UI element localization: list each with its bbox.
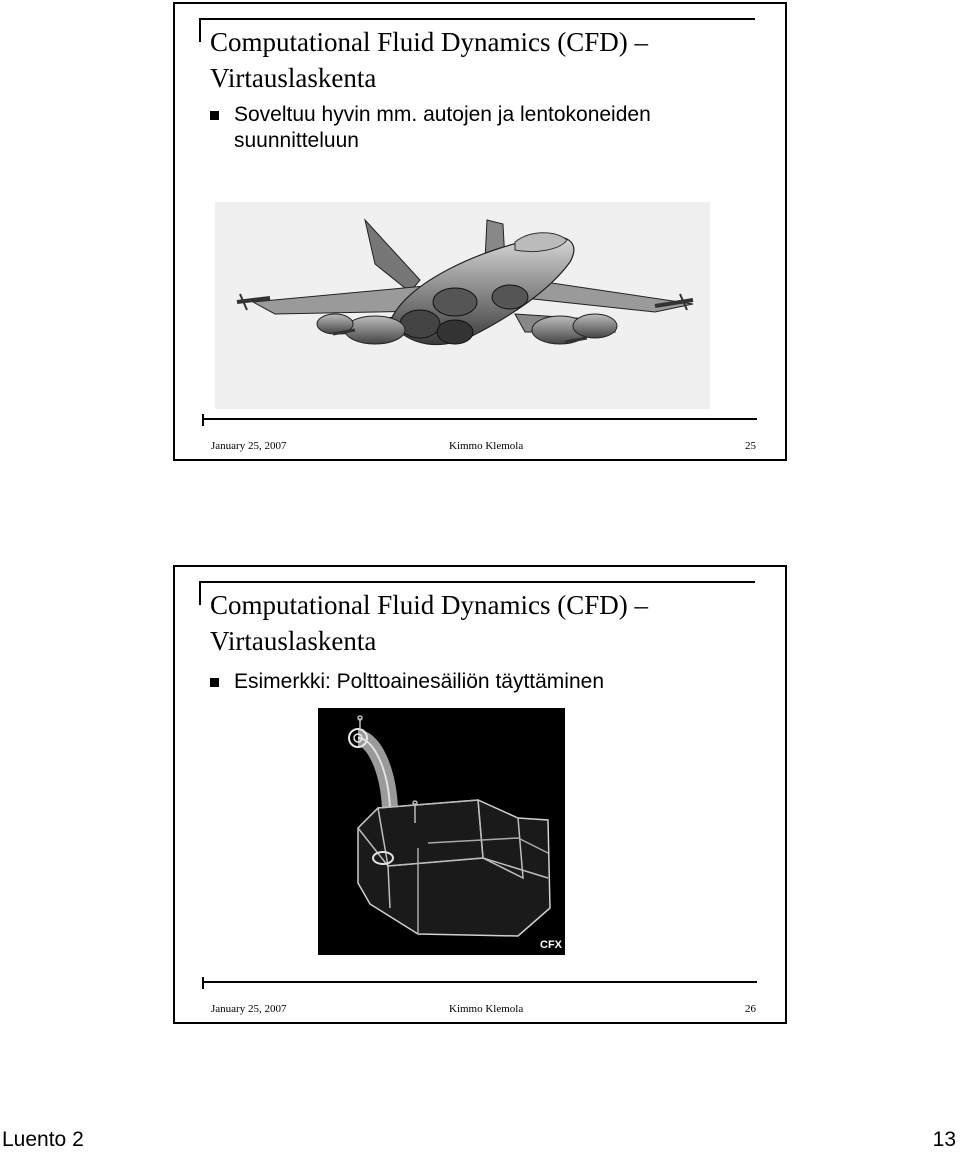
- footer-tick: [202, 977, 204, 989]
- footer-date: January 25, 2007: [211, 440, 287, 452]
- title-rule: [199, 18, 755, 20]
- slide-title: [210, 24, 770, 96]
- slide-26: [173, 565, 787, 1024]
- slide-title: [210, 587, 770, 659]
- title-rule: [199, 581, 755, 583]
- bullet-item: [210, 102, 734, 154]
- footer-author: Kimmo Klemola: [449, 1003, 524, 1015]
- slide-title-line-1: Computational Fluid Dynamics (CFD) –: [210, 590, 648, 620]
- slide-title-line-1: Computational Fluid Dynamics (CFD) –: [210, 27, 648, 57]
- footer-rule: [202, 418, 757, 420]
- slide-title-line-2: Virtauslaskenta: [210, 626, 377, 656]
- fuel-tank-filling-figure: [318, 708, 565, 955]
- page-number: 13: [932, 1128, 956, 1151]
- footer-tick: [202, 414, 204, 426]
- square-bullet-icon: [210, 678, 219, 687]
- bullet-text: Esimerkki: Polttoainesäiliön täyttäminen: [234, 670, 605, 693]
- slide-25: [173, 2, 787, 461]
- slide-title-line-2: Virtauslaskenta: [210, 63, 377, 93]
- footer-rule: [202, 981, 757, 983]
- lecture-label: Luento 2: [2, 1128, 84, 1151]
- slide-number: 25: [745, 440, 756, 452]
- slide-number: 26: [745, 1003, 756, 1015]
- cfx-logo: CFX: [540, 939, 562, 951]
- fighter-jet-cfd-figure: [215, 202, 710, 409]
- bullet-item: [210, 669, 734, 695]
- title-tick: [199, 581, 201, 605]
- footer-date: January 25, 2007: [211, 1003, 287, 1015]
- square-bullet-icon: [210, 111, 219, 120]
- title-tick: [199, 18, 201, 42]
- bullet-text: Soveltuu hyvin mm. autojen ja lentokoneiden suunnitteluun: [234, 103, 651, 152]
- footer-author: Kimmo Klemola: [449, 440, 524, 452]
